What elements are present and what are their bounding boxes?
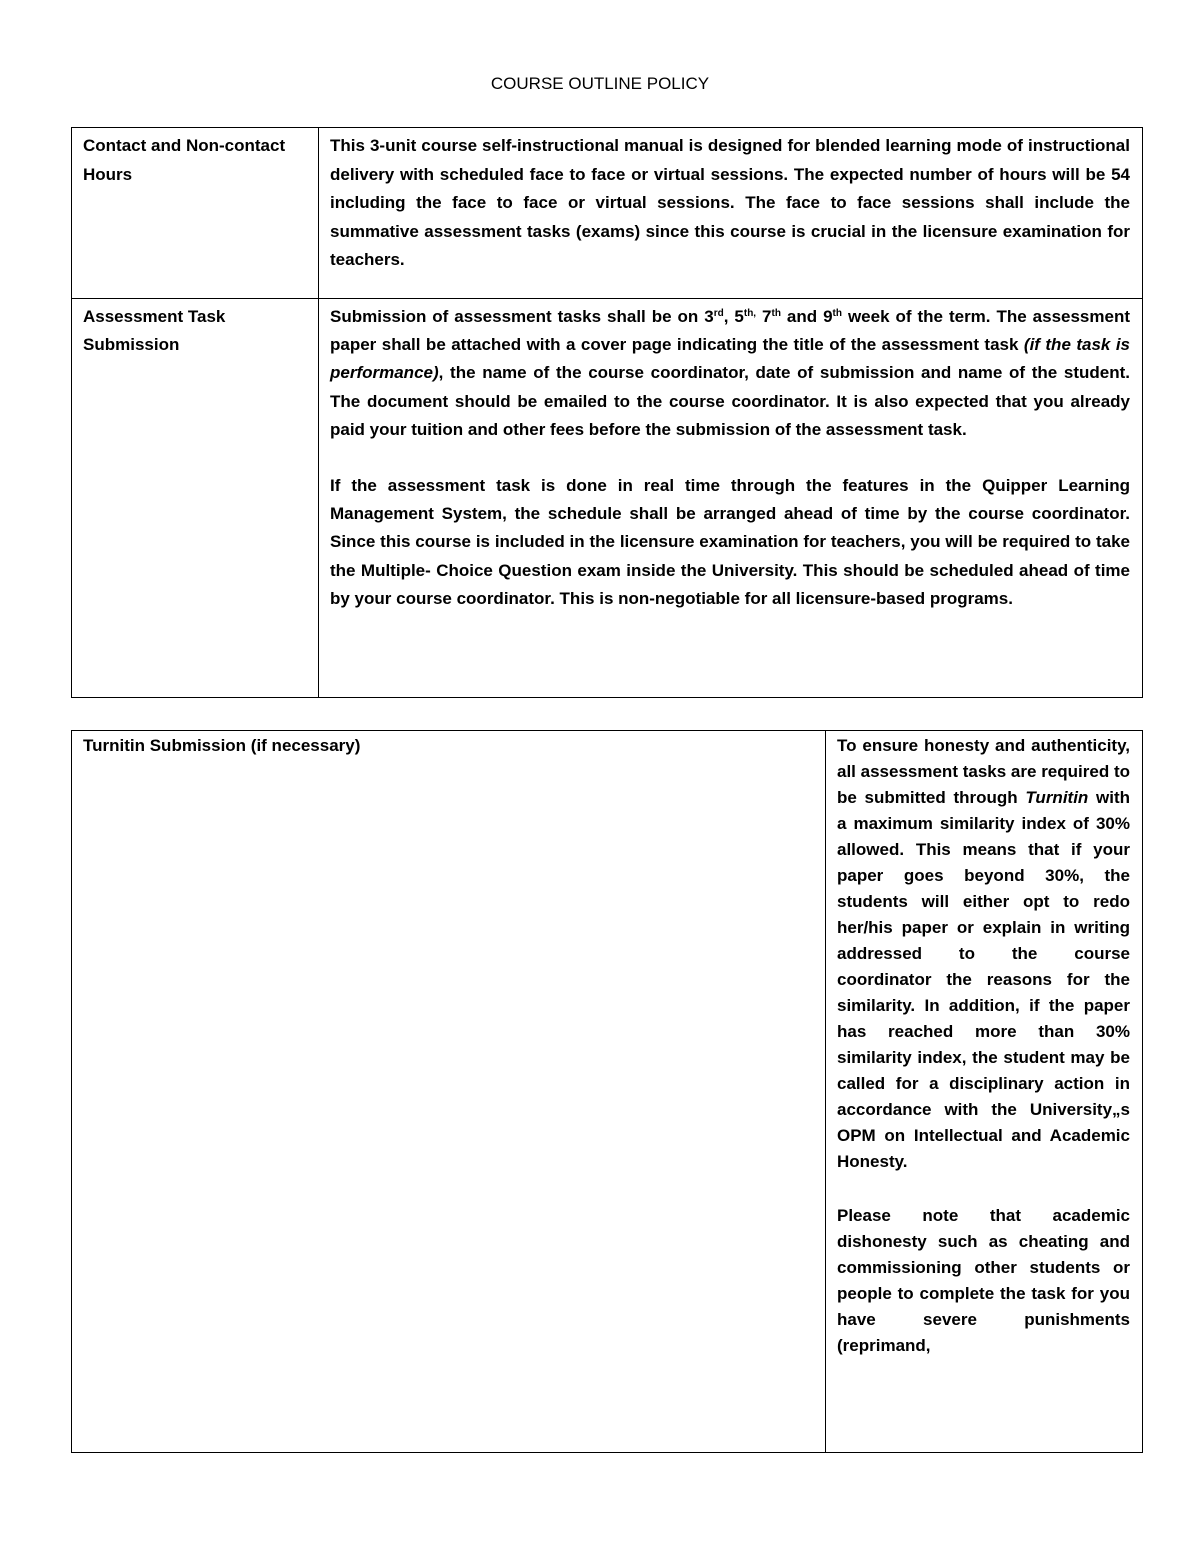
italic-text: Turnitin <box>1025 788 1089 807</box>
policy-table-2 <box>71 730 1143 1453</box>
text-run: To ensure honesty and authenticity, all assessment tasks are required to be submitted through <box>837 736 1130 807</box>
assessment-submission-text <box>319 299 1143 698</box>
document-title: COURSE OUTLINE POLICY <box>490 74 710 93</box>
turnitin-text <box>826 731 1143 1453</box>
text-run: Submission of assessment tasks shall be on 3 <box>330 307 714 326</box>
table-row <box>72 731 1143 1453</box>
contact-hours-label: Contact and Non-contact Hours <box>72 128 319 299</box>
text-run: and 9 <box>780 307 833 326</box>
turnitin-paragraph-2: Please note that academic dishonesty such as cheating and commissioning other students or people to complete the task for you have severe punishments (reprimand, <box>837 1206 1130 1355</box>
table-row <box>72 299 1143 698</box>
turnitin-paragraph-1 <box>837 733 1130 1175</box>
superscript: rd <box>713 308 724 319</box>
text-run: 7 <box>756 307 772 326</box>
text-run: , 5 <box>723 307 744 326</box>
table-row <box>72 128 1143 299</box>
superscript: th <box>771 308 781 319</box>
assessment-submission-label: Assessment Task Submission <box>72 299 319 698</box>
assessment-paragraph-2: If the assessment task is done in real time through the features in the Quipper Learning Management System, the schedule shall be arranged ahead of time by the course coordinator. Since this course is included in the licensure examination for teachers, you will be required to take the Multiple- Choice Question exam inside the University. This should be scheduled ahead of time by your course coordinator. This is non-negotiable for all licensure-based programs. <box>330 476 1130 608</box>
policy-table-1 <box>71 127 1143 698</box>
text-run: with a maximum similarity index of 30% allowed. This means that if your paper goes beyond 30%, the students will either opt to redo her/his paper or explain in writing addressed to the course coordinator the reasons for the similarity. In addition, if the paper has reached more than 30% similarity index, the student may be called for a disciplinary action in accordance with the University„s OPM on Intellectual and Academic Honesty. <box>837 788 1130 1171</box>
text-run: week of the term. The assessment paper shall be attached with a cover page indicating the title of the assessment task <box>330 307 1131 355</box>
superscript: th, <box>743 308 757 319</box>
superscript: th <box>832 308 842 319</box>
turnitin-label: Turnitin Submission (if necessary) <box>72 731 826 1453</box>
italic-text: (if the task is performance) <box>330 335 1130 383</box>
assessment-paragraph-1 <box>330 303 1130 444</box>
contact-hours-text: This 3-unit course self-instructional manual is designed for blended learning mode of instructional delivery with scheduled face to face or virtual sessions. The expected number of hours will be 54 including the face to face or virtual sessions. The face to face sessions shall include the summative assessment tasks (exams) since this course is crucial in the licensure examination for teachers. <box>319 128 1143 299</box>
text-run: , the name of the course coordinator, date of submission and name of the student. The document should be emailed to the course coordinator. It is also expected that you already paid your tuition and other fees before the submission of the assessment task. <box>330 363 1130 439</box>
